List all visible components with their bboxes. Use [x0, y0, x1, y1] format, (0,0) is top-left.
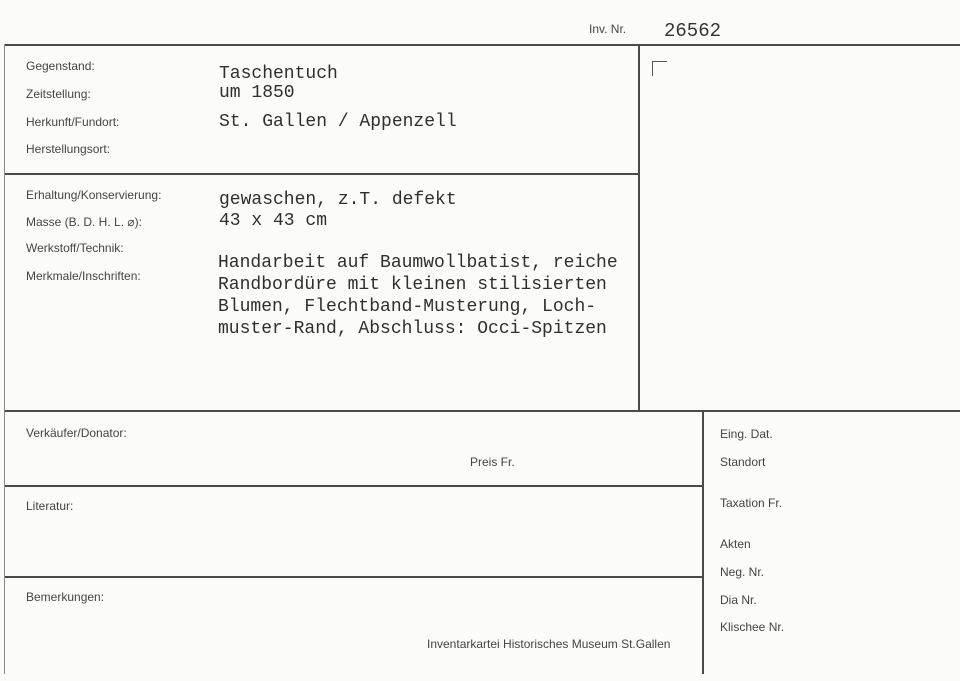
left-edge [4, 44, 5, 674]
neg-nr-label: Neg. Nr. [720, 565, 765, 579]
photo-corner-mark [652, 61, 667, 76]
werkstoff-line-2: Randbordüre mit kleinen stilisierten [218, 275, 607, 295]
klischee-nr-label: Klischee Nr. [720, 620, 785, 634]
literatur-rule [4, 576, 704, 578]
upper-divider [638, 44, 640, 412]
standort-label: Standort [720, 455, 766, 469]
herkunft-value: St. Gallen / Appenzell [219, 112, 457, 132]
lower-divider [702, 410, 704, 674]
werkstoff-label: Werkstoff/Technik: [26, 241, 124, 255]
literatur-label: Literatur: [26, 499, 74, 513]
erhaltung-label: Erhaltung/Konservierung: [26, 188, 162, 202]
akten-label: Akten [720, 537, 751, 551]
zeitstellung-value: um 1850 [219, 83, 295, 103]
card-footer: Inventarkartei Historisches Museum St.Gallen [427, 637, 671, 651]
gegenstand-value: Taschentuch [219, 64, 338, 84]
werkstoff-line-1: Handarbeit auf Baumwollbatist, reiche [218, 253, 618, 273]
top-rule [4, 44, 960, 46]
eing-dat-label: Eing. Dat. [720, 427, 773, 441]
masse-value: 43 x 43 cm [219, 211, 328, 231]
erhaltung-value: gewaschen, z.T. defekt [219, 190, 457, 210]
section2-rule [4, 410, 960, 412]
dia-nr-label: Dia Nr. [720, 593, 757, 607]
masse-label: Masse (B. D. H. L. ⌀): [26, 215, 142, 229]
verkaeufer-label: Verkäufer/Donator: [26, 426, 127, 440]
werkstoff-line-4: muster-Rand, Abschluss: Occi-Spitzen [218, 319, 607, 339]
inv-nr-value: 26562 [664, 20, 722, 42]
inv-nr-label: Inv. Nr. [589, 22, 627, 36]
preis-label: Preis Fr. [470, 455, 515, 469]
bemerkungen-label: Bemerkungen: [26, 590, 105, 604]
herstellungsort-label: Herstellungsort: [26, 142, 111, 156]
taxation-label: Taxation Fr. [720, 496, 783, 510]
merkmale-label: Merkmale/Inschriften: [26, 269, 141, 283]
gegenstand-label: Gegenstand: [26, 59, 95, 73]
herkunft-label: Herkunft/Fundort: [26, 115, 120, 129]
zeitstellung-label: Zeitstellung: [26, 87, 91, 101]
werkstoff-line-3: Blumen, Flechtband-Musterung, Loch- [218, 297, 597, 317]
section1-rule [4, 173, 640, 175]
verkaeufer-rule [4, 485, 704, 487]
